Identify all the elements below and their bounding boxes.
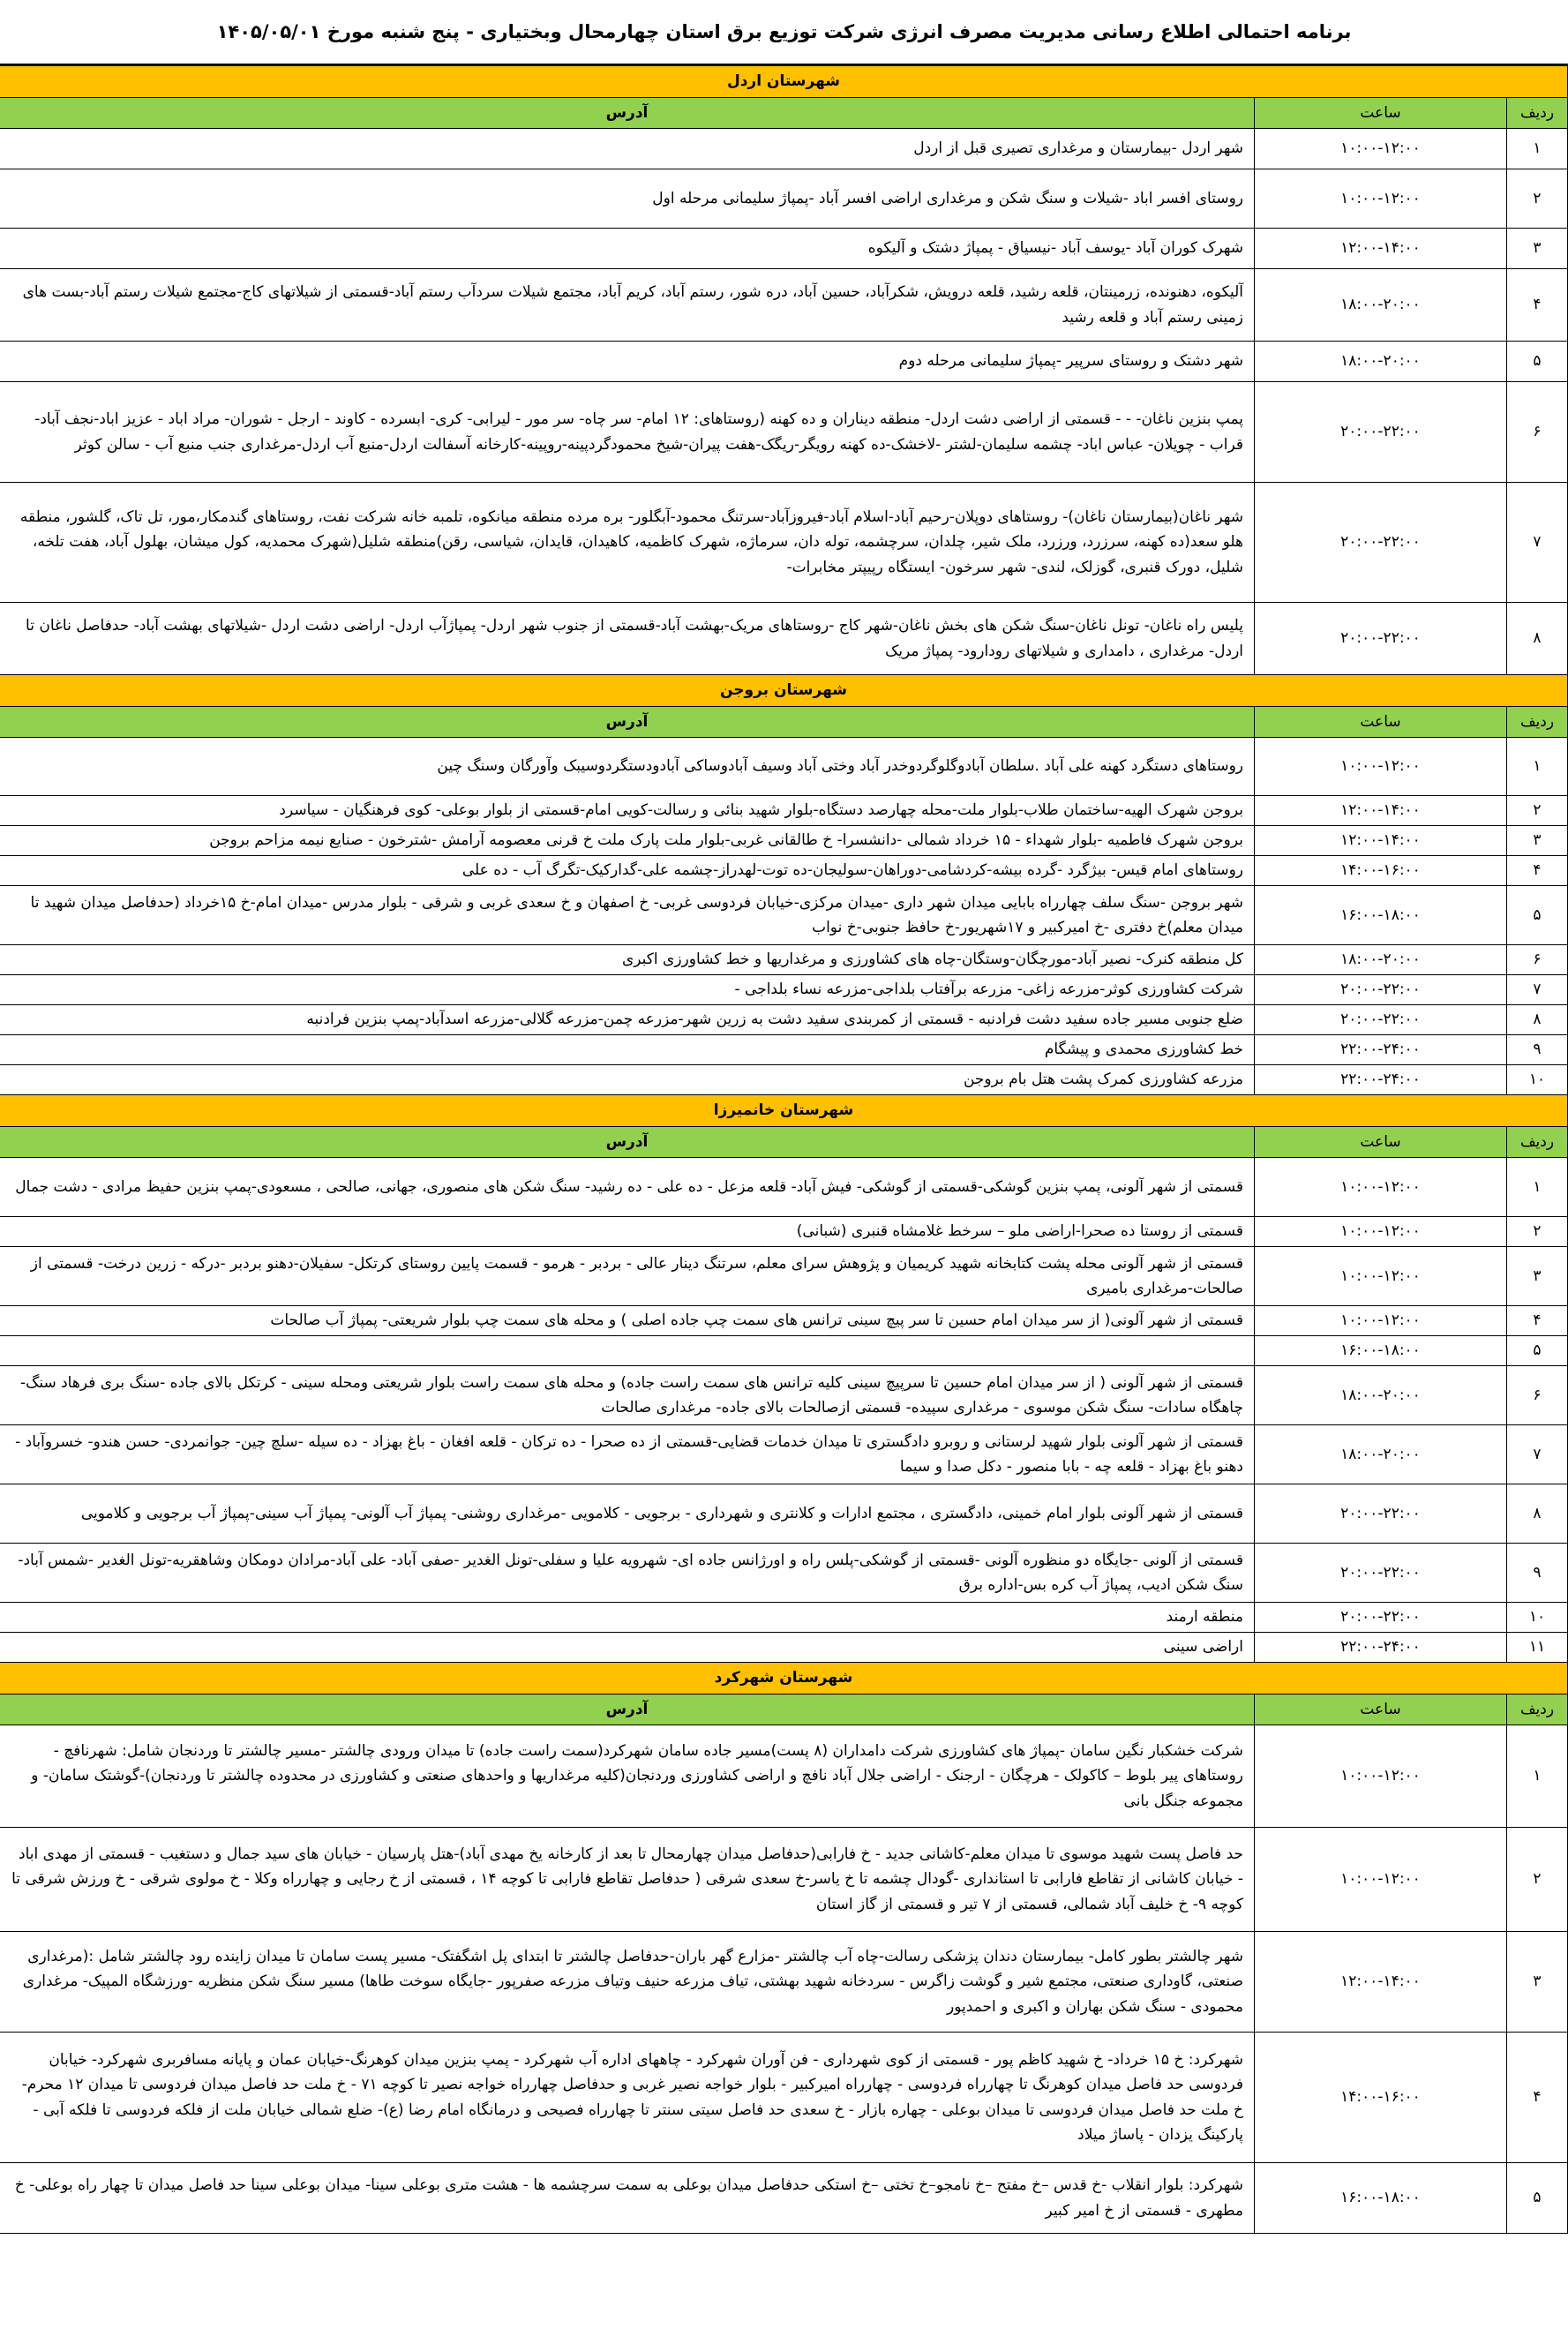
table-row xyxy=(0,2163,1568,2234)
row-time: ۱۰:۰۰-۱۲:۰۰ xyxy=(1255,1217,1507,1247)
row-number: ۲ xyxy=(1507,1828,1568,1932)
row-address: روستای افسر اباد -شیلات و سنگ شکن و مرغداری اراضی افسر آباد -پمپاژ سلیمانی مرحله اول xyxy=(0,169,1255,229)
row-address: شهر ناغان(بیمارستان ناغان)- روستاهای دوپلان-رحیم آباد-اسلام آباد-فیروزآباد-سرتنگ محمود-آبگلور- بره مرده منطقه میانکوه، تلمبه خانه شرکت نفت، روستاهای گندمکار،مور، تل تاک، گلشور، منطقه هلو سعد(ده کهنه، سرزرد، ورزرد، ملک شیر، چلدان، سرچشمه، تولە دان، سرماژه، شهرک کاظمیه، کاهیدان، قایدان، شیاسی، رقن)منطقه شلیل(شهرک محمدیه، کول میشان، بهلول آباد، هفت تلخه، شلیل، دورک قنبری، گوزلک، لندی- شهر سرخون- ایستگاه رپیپتر مخابرات- xyxy=(0,483,1255,603)
row-time: ۲۰:۰۰-۲۲:۰۰ xyxy=(1255,1544,1507,1603)
row-address: شهرک کوران آباد -یوسف آباد -نیسیاق - پمپاژ دشتک و آلیکوه xyxy=(0,229,1255,269)
table-row xyxy=(0,2033,1568,2163)
table-row xyxy=(0,1828,1568,1932)
header-address: آدرس xyxy=(0,1127,1255,1158)
row-address: ضلع جنوبی مسیر جاده سفید دشت فرادنبه - قسمتی از کمربندی سفید دشت به زرین شهر-مزرعه چمن-مزرعه گلالی-مزرعه اسدآباد-پمپ بنزین فرادنبه xyxy=(0,1005,1255,1035)
row-number: ۱۰ xyxy=(1507,1065,1568,1095)
row-address: قسمتی از شهر آلونی( از سر میدان امام حسین تا سر پیچ سینی ترانس های سمت چپ جاده اصلی ) و محله های سمت چپ بلوار شریعتی- پمپاژ آب صالحات xyxy=(0,1306,1255,1336)
row-address: مزرعه کشاورزی کمرک پشت هتل بام بروجن xyxy=(0,1065,1255,1095)
table-row xyxy=(0,796,1568,826)
schedule-table xyxy=(0,65,1568,2234)
row-address: قسمتی از شهر آلونی بلوار شهید لرستانی و روبرو دادگستری تا میدان خدمات قضایی-قسمتی از ده صحرا - ده ترکان - قلعه افغان - باغ بهزاد - ده سیله -سلچ چین- جوانمردی- حسن هندو- خسروآباد - دهنو باغ بهزاد - قلعه چه - بابا منصور - دکل صدا و سیما xyxy=(0,1425,1255,1484)
table-row xyxy=(0,738,1568,796)
row-time: ۲۲:۰۰-۲۴:۰۰ xyxy=(1255,1035,1507,1065)
row-address: بروجن شهرک فاطمیه -بلوار شهداء - ۱۵ خرداد شمالی -دانشسرا- خ طالقانی غربی-بلوار ملت پارک ملت خ قرنی معصومه آرامش -شترخون - صنایع نیمه مزاحم بروجن xyxy=(0,826,1255,856)
row-address: قسمتی از آلونی -جایگاه دو منظوره آلونی -قسمتی از گوشکی-پلس راه و اورژانس جاده ای- شهرویه علیا و سفلی-تونل الغدیر -صفی آباد- علی آباد-مرادان دومکان وشاهقریه-تونل الغدیر -شمس آباد-سنگ شکن ادیب، پمپاژ آب کره بس-اداره برق xyxy=(0,1544,1255,1603)
row-address: حد فاصل پست شهید موسوی تا میدان معلم-کاشانی جدید - خ فارابی(حدفاصل میدان چهارمحال تا بعد از کارخانه یخ مهدی آباد)-هتل پارسیان - خیابان های سید جمال و دستغیب - قسمتی از مهدی اباد - خیابان کاشانی از تقاطع فارابی تا استانداری -گودال چشمه تا خ یاسر-خ سعدی شرقی ( حدفاصل تقاطع فارابی تا کوچه ۱۴ ، قسمتی از خ رجایی و چهارراه وکلا - خ مولوی شرقی - خ ورزش شرقی تا کوچه ۹- خ خلیف آباد شمالی، قسمتی از ۷ تیر و قسمتی از گاز استان xyxy=(0,1828,1255,1932)
row-address: قسمتی از شهر آلونی بلوار امام خمینی، دادگستری ، مجتمع ادارات و کلانتری و شهرداری - برجویی - کلامویی -مرغداری روشنی- پمپاژ آب آلونی- پمپاژ آب سینی-پمپاژ آب برجویی و کلامویی xyxy=(0,1484,1255,1544)
row-number: ۳ xyxy=(1507,1932,1568,2033)
header-address: آدرس xyxy=(0,707,1255,738)
table-row xyxy=(0,1633,1568,1663)
table-row xyxy=(0,603,1568,675)
row-address: پلیس راه ناغان- تونل ناغان-سنگ شکن های بخش ناغان-شهر کاج -روستاهای مریک-بهشت آباد-قسمتی از جنوب شهر اردل- پمپاژآب اردل- اراضی دشت اردل -شیلاتهای بهشت آباد- حدفاصل ناغان تا اردل- مرغداری ، دامداری و شیلاتهای رودارود- پمپاژ مریک xyxy=(0,603,1255,675)
row-address: آلیکوه، دهنونده، زرمینتان، قلعه رشید، قلعه درویش، شکرآباد، حسین آباد، دره شور، رستم آباد، کریم آباد، مجتمع شیلات سردآب رستم آباد-قسمتی از شیلاتهای کاج-مجتمع شیلات رستم آباد-بست های زمینی رستم آباد و قلعه رشید xyxy=(0,269,1255,342)
row-time: ۲۲:۰۰-۲۴:۰۰ xyxy=(1255,1633,1507,1663)
row-address: قسمتی از شهر آلونی ( از سر میدان امام حسین تا سرپیچ سینی کلیه ترانس های سمت راست جاده) و محله های سمت راست بلوار شریعتی ومحله سینی - کرتکل بالای جاده -سنگ بری فرهاد سنگ- چاهگاه سادات- سنگ شکن موسوی - مرغداری سپیده- قسمتی ازصالحات بالای جاده- مرغداری صالحات xyxy=(0,1366,1255,1425)
row-time: ۱۲:۰۰-۱۴:۰۰ xyxy=(1255,796,1507,826)
header-radif: ردیف xyxy=(1507,98,1568,129)
table-row xyxy=(0,483,1568,603)
row-number: ۱۰ xyxy=(1507,1603,1568,1633)
row-number: ۴ xyxy=(1507,856,1568,886)
row-address: منطقه ارمند xyxy=(0,1603,1255,1633)
row-address: قسمتی از شهر آلونی، پمپ بنزین گوشکی-قسمتی از گوشکی- فیش آباد- قلعه مزعل - ده علی - ده رشید- سنگ شکن های منصوری، جهانی، صالحی ، مسعودی-پمپ بنزین حفیظ مرادی - دشت جمال xyxy=(0,1158,1255,1217)
table-row xyxy=(0,169,1568,229)
section-title: شهرستان شهرکرد xyxy=(0,1663,1568,1694)
row-number: ۹ xyxy=(1507,1035,1568,1065)
row-address: شهر چالشتر بطور کامل- بیمارستان دندان پزشکی رسالت-چاه آب چالشتر -مزارع گهر باران-حدفاصل چالشتر تا ابتدای پل اشگفتک- مسیر پست سامان تا میدان زاینده رود چالشتر شامل :(مرغداری صنعتی، گاوداری صنعتی، مجتمع شیر و گوشت زاگرس - سردخانه شهید بهشتی، تیاف مزرعه حنیف وتیاف مزرعه صفرپور -جایگاه سوخت طاها) مسیر سنگ شکن منظریه -ورزشگاه المپیک- مرغداری محمودی - سنگ شکن بهاران و اکبری و احمدپور xyxy=(0,1932,1255,2033)
table-row xyxy=(0,1366,1568,1425)
table-row xyxy=(0,1217,1568,1247)
row-time: ۲۰:۰۰-۲۲:۰۰ xyxy=(1255,483,1507,603)
table-row xyxy=(0,1725,1568,1828)
row-address: روستاهای دستگرد کهنه علی آباد .سلطان آبادوگلوگردوخدر آباد وختی آباد وسیف آبادوساکی آبادودستگردوسیبک وآورگان وسنگ چین xyxy=(0,738,1255,796)
row-number: ۱ xyxy=(1507,1158,1568,1217)
table-row xyxy=(0,1484,1568,1544)
row-address: شرکت کشاورزی کوثر-مزرعه زاغی- مزرعه برآفتاب بلداجی-مزرعه نساء بلداجی - xyxy=(0,975,1255,1005)
row-number: ۳ xyxy=(1507,229,1568,269)
header-radif: ردیف xyxy=(1507,1127,1568,1158)
row-time: ۲۰:۰۰-۲۲:۰۰ xyxy=(1255,975,1507,1005)
row-time: ۱۸:۰۰-۲۰:۰۰ xyxy=(1255,1425,1507,1484)
section-title-row xyxy=(0,675,1568,707)
row-time: ۱۰:۰۰-۱۲:۰۰ xyxy=(1255,169,1507,229)
row-time: ۱۰:۰۰-۱۲:۰۰ xyxy=(1255,129,1507,169)
row-number: ۵ xyxy=(1507,2163,1568,2234)
header-radif: ردیف xyxy=(1507,707,1568,738)
row-time: ۲۰:۰۰-۲۲:۰۰ xyxy=(1255,603,1507,675)
row-time: ۱۰:۰۰-۱۲:۰۰ xyxy=(1255,1725,1507,1828)
row-number: ۵ xyxy=(1507,886,1568,945)
table-row xyxy=(0,1603,1568,1633)
row-number: ۱ xyxy=(1507,1725,1568,1828)
row-number: ۱ xyxy=(1507,129,1568,169)
row-number: ۵ xyxy=(1507,342,1568,382)
row-address: شهرکرد: خ ۱۵ خرداد- خ شهید کاظم پور - قسمتی از کوی شهرداری - فن آوران شهرکرد - چاههای اداره آب شهرکرد - پمپ بنزین میدان کوهرنگ-خیابان عمان و پایانه مسافربری شهرکرد- خیابان فردوسی حد فاصل میدان کوهرنگ تا چهارراه فردوسی - چهارراه امیرکبیر - بلوار خواجه نصیر غربی و حدفاصل چهارراه خواجه نصیر تا کوچه ۷۱ - خ ملت حد فاصل میدان فردوسی تا میدان ۱۲ محرم- خ ملت حد فاصل میدان فردوسی تا میدان بوعلی - چهاره بازار - خ سعدی حد فاصل سیتی سنتر تا چهارراه فصیحی و درمانگاه امام رضا (ع)- ضلع شمالی خیابان ملت از فلکه فردوسی تا فلکه آبی - پارکینگ یزدان - پاساژ میلاد xyxy=(0,2033,1255,2163)
row-number: ۱ xyxy=(1507,738,1568,796)
table-row xyxy=(0,1035,1568,1065)
row-number: ۶ xyxy=(1507,945,1568,975)
table-row xyxy=(0,1065,1568,1095)
section-title: شهرستان خانمیرزا xyxy=(0,1095,1568,1127)
header-radif: ردیف xyxy=(1507,1694,1568,1725)
row-time: ۲۰:۰۰-۲۲:۰۰ xyxy=(1255,1484,1507,1544)
row-time: ۲۰:۰۰-۲۲:۰۰ xyxy=(1255,1005,1507,1035)
row-time: ۱۸:۰۰-۲۰:۰۰ xyxy=(1255,1366,1507,1425)
table-row xyxy=(0,1544,1568,1603)
table-row xyxy=(0,1005,1568,1035)
row-number: ۷ xyxy=(1507,1425,1568,1484)
row-time: ۱۰:۰۰-۱۲:۰۰ xyxy=(1255,1306,1507,1336)
row-number: ۸ xyxy=(1507,1005,1568,1035)
row-time: ۱۸:۰۰-۲۰:۰۰ xyxy=(1255,269,1507,342)
column-header-row xyxy=(0,1127,1568,1158)
row-time: ۱۰:۰۰-۱۲:۰۰ xyxy=(1255,1247,1507,1306)
row-time: ۱۰:۰۰-۱۲:۰۰ xyxy=(1255,1158,1507,1217)
row-number: ۱۱ xyxy=(1507,1633,1568,1663)
row-address: روستاهای امام قیس- بیژگرد -گرده بیشه-کردشامی-دوراهان-سولیجان-ده توت-لهدراز-چشمه علی-گدارکیک-تگرگ آب - ده علی xyxy=(0,856,1255,886)
row-address: کل منطقه کنرک- نصیر آباد-مورچگان-وستگان-چاه های کشاورزی و مرغداریها و خط کشاورزی اکبری xyxy=(0,945,1255,975)
row-address: اراضی سینی xyxy=(0,1633,1255,1663)
header-saat: ساعت xyxy=(1255,98,1507,129)
row-number: ۴ xyxy=(1507,1306,1568,1336)
table-row xyxy=(0,886,1568,945)
row-time: ۱۴:۰۰-۱۶:۰۰ xyxy=(1255,856,1507,886)
row-number: ۷ xyxy=(1507,975,1568,1005)
header-saat: ساعت xyxy=(1255,707,1507,738)
row-number: ۳ xyxy=(1507,826,1568,856)
row-time: ۱۲:۰۰-۱۴:۰۰ xyxy=(1255,1932,1507,2033)
row-time: ۱۸:۰۰-۲۰:۰۰ xyxy=(1255,342,1507,382)
row-number: ۴ xyxy=(1507,269,1568,342)
row-time: ۱۶:۰۰-۱۸:۰۰ xyxy=(1255,2163,1507,2234)
table-row xyxy=(0,1158,1568,1217)
section-title-row xyxy=(0,66,1568,98)
row-address: بروجن شهرک الهیه-ساختمان طلاب-بلوار ملت-محله چهارصد دستگاه-بلوار شهید بنائی و رسالت-کویی امام-قسمتی از بلوار بوعلی- کوی فرهنگیان - سیاسرد xyxy=(0,796,1255,826)
row-number: ۲ xyxy=(1507,169,1568,229)
row-time: ۱۶:۰۰-۱۸:۰۰ xyxy=(1255,886,1507,945)
row-address: شهرکرد: بلوار انقلاب -خ قدس –خ مفتح –خ نامجو–خ تختی –خ استکی حدفاصل میدان بوعلی به سمت سرچشمه ها - هشت متری بوعلی سینا- میدان بوعلی سینا حد فاصل میدان تا چهار راه بوعلی- خ مطهری - قسمتی از خ امیر کبیر xyxy=(0,2163,1255,2234)
table-row xyxy=(0,1306,1568,1336)
table-row xyxy=(0,269,1568,342)
row-number: ۸ xyxy=(1507,603,1568,675)
header-saat: ساعت xyxy=(1255,1127,1507,1158)
row-time: ۱۸:۰۰-۲۰:۰۰ xyxy=(1255,945,1507,975)
table-row xyxy=(0,229,1568,269)
table-row xyxy=(0,1247,1568,1306)
header-saat: ساعت xyxy=(1255,1694,1507,1725)
header-address: آدرس xyxy=(0,1694,1255,1725)
row-time: ۱۰:۰۰-۱۲:۰۰ xyxy=(1255,738,1507,796)
row-number: ۸ xyxy=(1507,1484,1568,1544)
row-time: ۱۰:۰۰-۱۲:۰۰ xyxy=(1255,1828,1507,1932)
table-row xyxy=(0,975,1568,1005)
table-row xyxy=(0,342,1568,382)
row-time: ۲۰:۰۰-۲۲:۰۰ xyxy=(1255,382,1507,483)
row-address: شهر بروجن -سنگ سلف چهارراه بابایی میدان شهر داری -میدان مرکزی-خیابان فردوسی غربی- خ اصفهان و خ سعدی غربی و شرقی - بلوار مدرس -میدان امام-خ ۱۵خرداد (حدفاصل میدان شهید تا میدان معلم)خ دفتری -خ امیرکبیر و ۱۷شهریور-خ حافظ جنوبی-خ نواب xyxy=(0,886,1255,945)
row-number: ۶ xyxy=(1507,382,1568,483)
row-time: ۱۴:۰۰-۱۶:۰۰ xyxy=(1255,2033,1507,2163)
section-title-row xyxy=(0,1095,1568,1127)
section-title-row xyxy=(0,1663,1568,1694)
table-row xyxy=(0,826,1568,856)
section-title: شهرستان اردل xyxy=(0,66,1568,98)
row-number: ۵ xyxy=(1507,1336,1568,1366)
row-address xyxy=(0,1336,1255,1366)
table-row xyxy=(0,1932,1568,2033)
row-number: ۲ xyxy=(1507,796,1568,826)
header-address: آدرس xyxy=(0,98,1255,129)
row-address: شرکت خشکبار نگین سامان -پمپاژ های کشاورزی شرکت دامداران (۸ پست)مسیر جاده سامان شهرکرد(سمت راست جاده) تا میدان ورودی چالشتر -مسیر چالشتر تا وردنجان شامل: شهرنافچ - روستاهای پیر بلوط – کاکولک - هرچگان - ارجنک - اراضی جلال آباد نافچ و اراضی کشاورزی وردنجان(کلیه مرغداریها و واحدهای صنعتی و کشاورزی در محدوده چالشتر تا وردنجان)-گوشتک سامان- و مجموعه جنگل بانی xyxy=(0,1725,1255,1828)
row-time: ۲۲:۰۰-۲۴:۰۰ xyxy=(1255,1065,1507,1095)
row-address: شهر دشتک و روستای سرپیر -پمپاژ سلیمانی مرحله دوم xyxy=(0,342,1255,382)
row-time: ۱۶:۰۰-۱۸:۰۰ xyxy=(1255,1336,1507,1366)
row-address: قسمتی از شهر آلونی محله پشت کتابخانه شهید کریمیان و پژوهش سرای معلم، سرتنگ دینار عالی - بردبر - هرمو - قسمت پایین روستای کرتکل- سفیلان-دهنو بردبر -درکه - زرین درخت- قسمتی از صالحات-مرغداری بامیری xyxy=(0,1247,1255,1306)
table-row xyxy=(0,129,1568,169)
row-time: ۱۲:۰۰-۱۴:۰۰ xyxy=(1255,229,1507,269)
row-address: قسمتی از روستا ده صحرا-اراضی ملو – سرخط غلامشاه قنبری (شبانی) xyxy=(0,1217,1255,1247)
row-number: ۲ xyxy=(1507,1217,1568,1247)
row-number: ۶ xyxy=(1507,1366,1568,1425)
page-title: برنامه احتمالی اطلاع رسانی مدیریت مصرف انرژی شرکت توزیع برق استان چهارمحال وبختیاری - پنج شنبه مورخ ۱۴۰۵/۰۵/۰۱ xyxy=(0,0,1568,65)
row-address: شهر اردل -بیمارستان و مرغداری تصیری قبل از اردل xyxy=(0,129,1255,169)
row-number: ۷ xyxy=(1507,483,1568,603)
table-row xyxy=(0,1425,1568,1484)
table-row xyxy=(0,856,1568,886)
row-number: ۹ xyxy=(1507,1544,1568,1603)
row-address: خط کشاورزی محمدی و پیشگام xyxy=(0,1035,1255,1065)
table-row xyxy=(0,945,1568,975)
row-address: پمپ بنزین ناغان- - - قسمتی از اراضی دشت اردل- منطقه دیناران و ده کهنه (روستاهای: ۱۲ امام- سر چاه- سر مور - لیرابی- کری- ابسرده - کاوند - ارجل - شوران- مراد اباد - عزیز اباد-نجف آباد- قراب - چویلان- عباس اباد- چشمه سلیمان-لشتر -لاخشک-ده کهنه رویگر-ریگک-هفت پیران-شیخ محمودگردپینه-روپینه-کارخانه آسفالت اردل-منبع آب اردل-مرغداری جنب منبع آب - سالن کوثر xyxy=(0,382,1255,483)
row-time: ۲۰:۰۰-۲۲:۰۰ xyxy=(1255,1603,1507,1633)
row-number: ۴ xyxy=(1507,2033,1568,2163)
column-header-row xyxy=(0,1694,1568,1725)
row-time: ۱۲:۰۰-۱۴:۰۰ xyxy=(1255,826,1507,856)
section-title: شهرستان بروجن xyxy=(0,675,1568,707)
column-header-row xyxy=(0,707,1568,738)
row-number: ۳ xyxy=(1507,1247,1568,1306)
column-header-row xyxy=(0,98,1568,129)
table-row xyxy=(0,1336,1568,1366)
table-row xyxy=(0,382,1568,483)
